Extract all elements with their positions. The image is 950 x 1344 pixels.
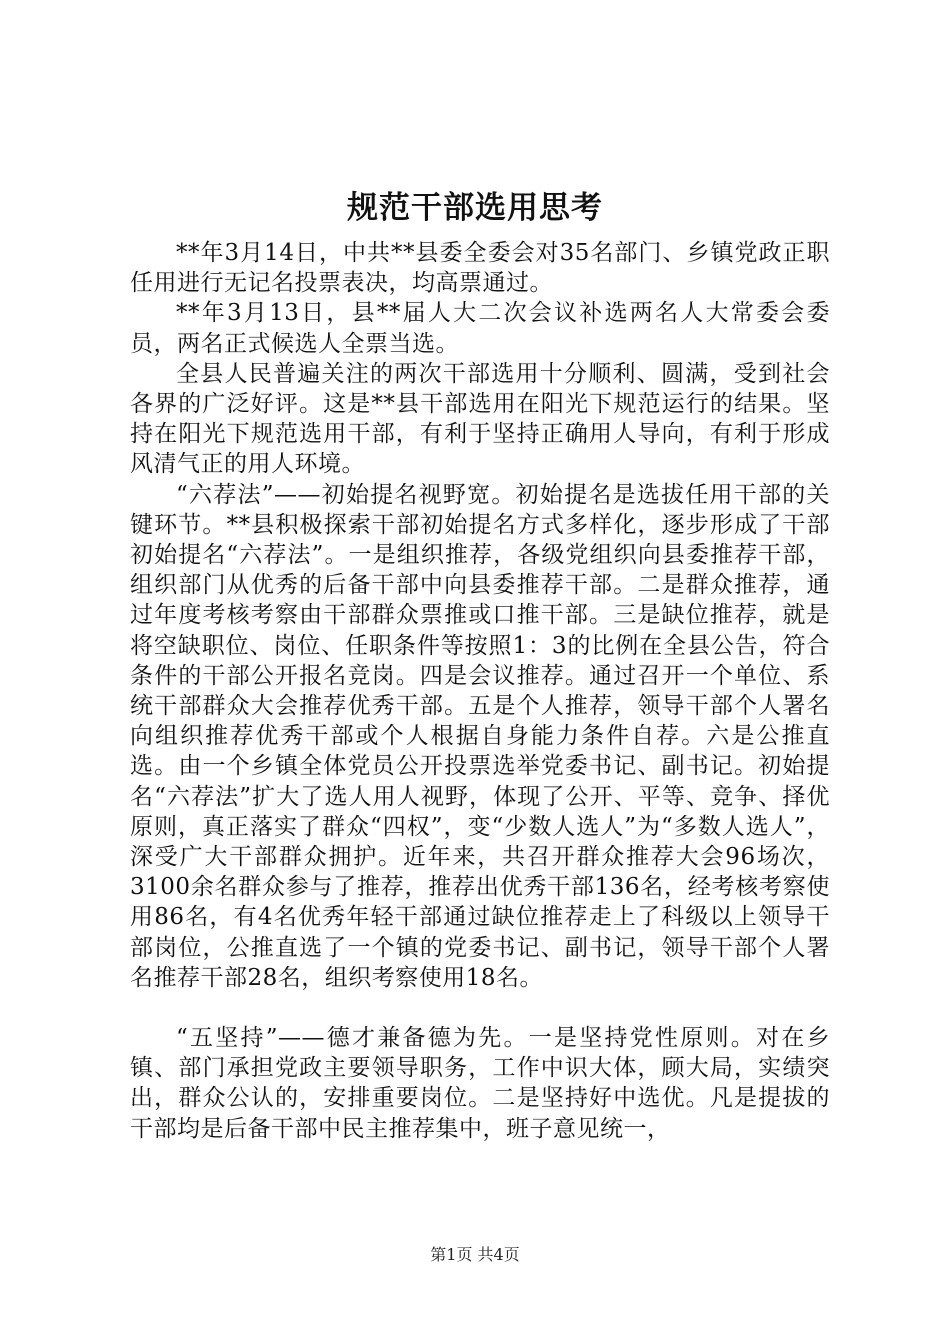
page-title: 规范干部选用思考 xyxy=(347,190,603,226)
page-number-footer: 第1页 共4页 xyxy=(430,1245,520,1264)
document-body xyxy=(130,238,830,1144)
paragraph-2: **年3月13日，县**届人大二次会议补选两名人大常委会委员，两名正式候选人全票当选。 xyxy=(130,300,830,357)
paragraph-3: 全县人民普遍关注的两次干部选用十分顺利、圆满，受到社会各界的广泛好评。这是**县干部选用在阳光下规范运行的结果。坚持在阳光下规范选用干部，有利于坚持正确用人导向，有利于形成风清气正的用人环境。 xyxy=(130,360,830,478)
paragraph-4: “六荐法”——初始提名视野宽。初始提名是选拔任用干部的关键环节。**县积极探索干部初始提名方式多样化，逐步形成了干部初始提名“六荐法”。一是组织推荐，各级党组织向县委推荐干部，组织部门从优秀的后备干部中向县委推荐干部。二是群众推荐，通过年度考核考察由干部群众票推或口推干部。三是缺位推荐，就是将空缺职位、岗位、任职条件等按照1：3的比例在全县公告，符合条件的干部公开报名竞岗。四是会议推荐。通过召开一个单位、系统干部群众大会推荐优秀干部。五是个人推荐，领导干部个人署名向组织推荐优秀干部或个人根据自身能力条件自荐。六是公推直选。由一个乡镇全体党员公开投票选举党委书记、副书记。初始提名“六荐法”扩大了选人用人视野，体现了公开、平等、竞争、择优原则，真正落实了群众“四权”，变“少数人选人”为“多数人选人”，深受广大干部群众拥护。近年来，共召开群众推荐大会96场次，3100余名群众参与了推荐，推荐出优秀干部136名，经考核考察使用86名，有4名优秀年轻干部通过缺位推荐走上了科级以上领导干部岗位，公推直选了一个镇的党委书记、副书记，领导干部个人署名推荐干部28名，组织考察使用18名。 xyxy=(130,481,830,991)
paragraph-1: **年3月14日，中共**县委全委会对35名部门、乡镇党政正职任用进行无记名投票表决，均高票通过。 xyxy=(130,240,830,297)
paragraph-5: “五坚持”——德才兼备德为先。一是坚持党性原则。对在乡镇、部门承担党政主要领导职务，工作中识大体，顾大局，实绩突出，群众公认的，安排重要岗位。二是坚持好中选优。凡是提拔的干部均是后备干部中民主推荐集中，班子意见统一， xyxy=(130,1025,830,1142)
